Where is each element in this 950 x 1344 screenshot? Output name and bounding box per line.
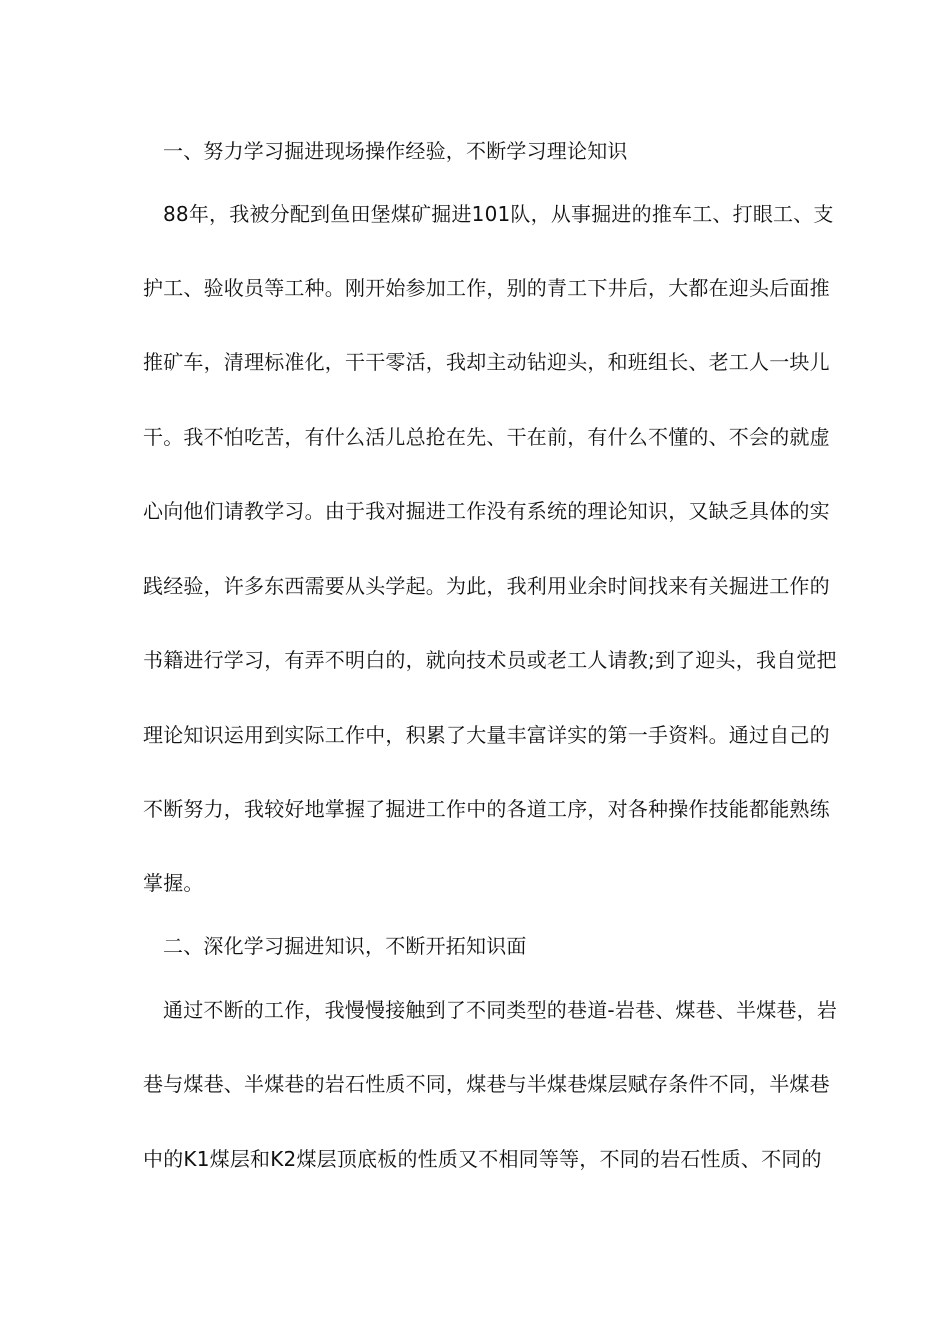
paragraph-line: 巷与煤巷、半煤巷的岩石性质不同，煤巷与半煤巷煤层赋存条件不同，半煤巷 — [143, 1072, 830, 1096]
paragraph-line: 推矿车，清理标准化，干干零活，我却主动钻迎头，和班组长、老工人一块儿 — [143, 350, 830, 374]
section-1-heading: 一、努力学习掘进现场操作经验，不断学习理论知识 — [163, 139, 628, 163]
paragraph-line: 88年，我被分配到鱼田堡煤矿掘进101队，从事掘进的推车工、打眼工、支 — [163, 202, 834, 226]
paragraph-line: 心向他们请教学习。由于我对掘进工作没有系统的理论知识，又缺乏具体的实 — [143, 499, 830, 523]
paragraph-line: 理论知识运用到实际工作中，积累了大量丰富详实的第一手资料。通过自己的 — [143, 723, 830, 747]
paragraph-line: 不断努力，我较好地掌握了掘进工作中的各道工序，对各种操作技能都能熟练 — [143, 797, 830, 821]
section-2-heading: 二、深化学习掘进知识，不断开拓知识面 — [163, 934, 527, 958]
paragraph-line: 书籍进行学习，有弄不明白的，就向技术员或老工人请教;到了迎头，我自觉把 — [143, 648, 837, 672]
paragraph-line: 践经验，许多东西需要从头学起。为此，我利用业余时间找来有关掘进工作的 — [143, 574, 830, 598]
paragraph-line: 干。我不怕吃苦，有什么活儿总抢在先、干在前，有什么不懂的、不会的就虚 — [143, 425, 830, 449]
paragraph-line: 中的K1煤层和K2煤层顶底板的性质又不相同等等，不同的岩石性质、不同的 — [143, 1147, 822, 1171]
paragraph-line: 通过不断的工作，我慢慢接触到了不同类型的巷道-岩巷、煤巷、半煤巷，岩 — [163, 998, 838, 1022]
paragraph-line: 护工、验收员等工种。刚开始参加工作，别的青工下井后，大都在迎头后面推 — [143, 276, 830, 300]
paragraph-line: 掌握。 — [143, 871, 204, 895]
